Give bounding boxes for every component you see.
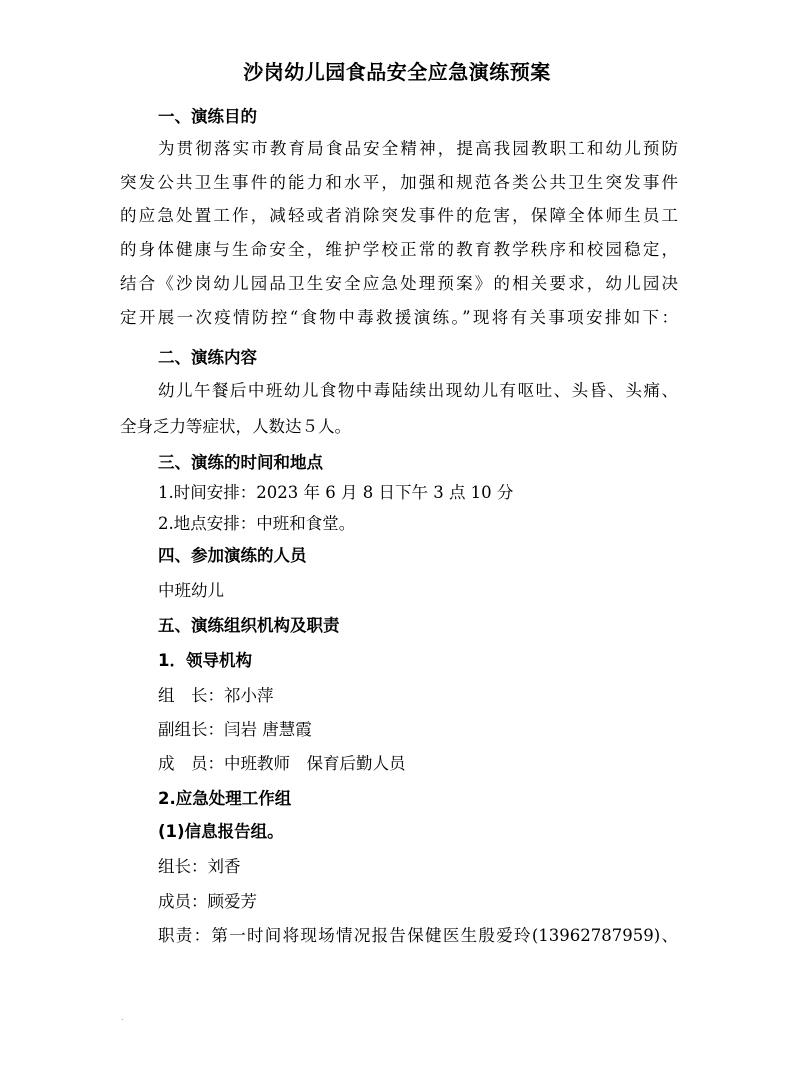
section-heading-time-place: 三、演练的时间和地点 [158, 453, 323, 472]
purpose-line-1: 为贯彻落实市教育局食品安全精神，提高我园教职工和幼儿预防 [158, 139, 678, 158]
section-heading-purpose: 一、演练目的 [158, 107, 257, 126]
participants-text: 中班幼儿 [158, 581, 224, 600]
subheading-leadership: 1．领导机构 [158, 651, 252, 670]
leadership-leader: 组 长：祁小萍 [158, 686, 274, 705]
info-group-leader: 组长：刘香 [158, 857, 241, 876]
purpose-line-6: 定开展一次疫情防控“食物中毒救援演练。”现将有关事项安排如下： [120, 308, 678, 327]
purpose-line-4: 的身体健康与生命安全，维护学校正常的教育教学秩序和校园稳定， [120, 240, 678, 259]
content-line-2: 全身乏力等症状，人数达５人。 [120, 417, 351, 436]
leadership-deputy: 副组长：闫岩 唐慧霞 [158, 720, 312, 739]
info-group-members: 成员：顾爱芳 [158, 892, 257, 911]
time-arrangement: 1.时间安排：2023 年 6 月 8 日下午 3 点 10 分 [158, 483, 514, 502]
section-heading-content: 二、演练内容 [158, 348, 257, 367]
info-group-duty: 职责：第一时间将现场情况报告保健医生殷爱玲(13962787959)、 [158, 926, 678, 945]
section-heading-organization: 五、演练组织机构及职责 [158, 616, 340, 635]
subheading-emergency-group: 2.应急处理工作组 [158, 789, 292, 808]
footer-mark: . [121, 1013, 124, 1022]
content-line-1: 幼儿午餐后中班幼儿食物中毒陆续出现幼儿有呕吐、头昏、头痛、 [158, 381, 678, 400]
section-heading-participants: 四、参加演练的人员 [158, 546, 307, 565]
purpose-line-3: 的应急处置工作，减轻或者消除突发事件的危害，保障全体师生员工 [120, 206, 678, 225]
place-arrangement: 2.地点安排：中班和食堂。 [158, 514, 356, 533]
purpose-line-2: 突发公共卫生事件的能力和水平，加强和规范各类公共卫生突发事件 [120, 173, 678, 192]
document-title: 沙岗幼儿园食品安全应急演练预案 [243, 60, 551, 84]
purpose-line-5: 结合《沙岗幼儿园品卫生安全应急处理预案》的相关要求，幼儿园决 [120, 274, 678, 293]
leadership-members: 成 员：中班教师 保育后勤人员 [158, 754, 406, 773]
subheading-info-report-group: (1)信息报告组。 [158, 822, 284, 841]
